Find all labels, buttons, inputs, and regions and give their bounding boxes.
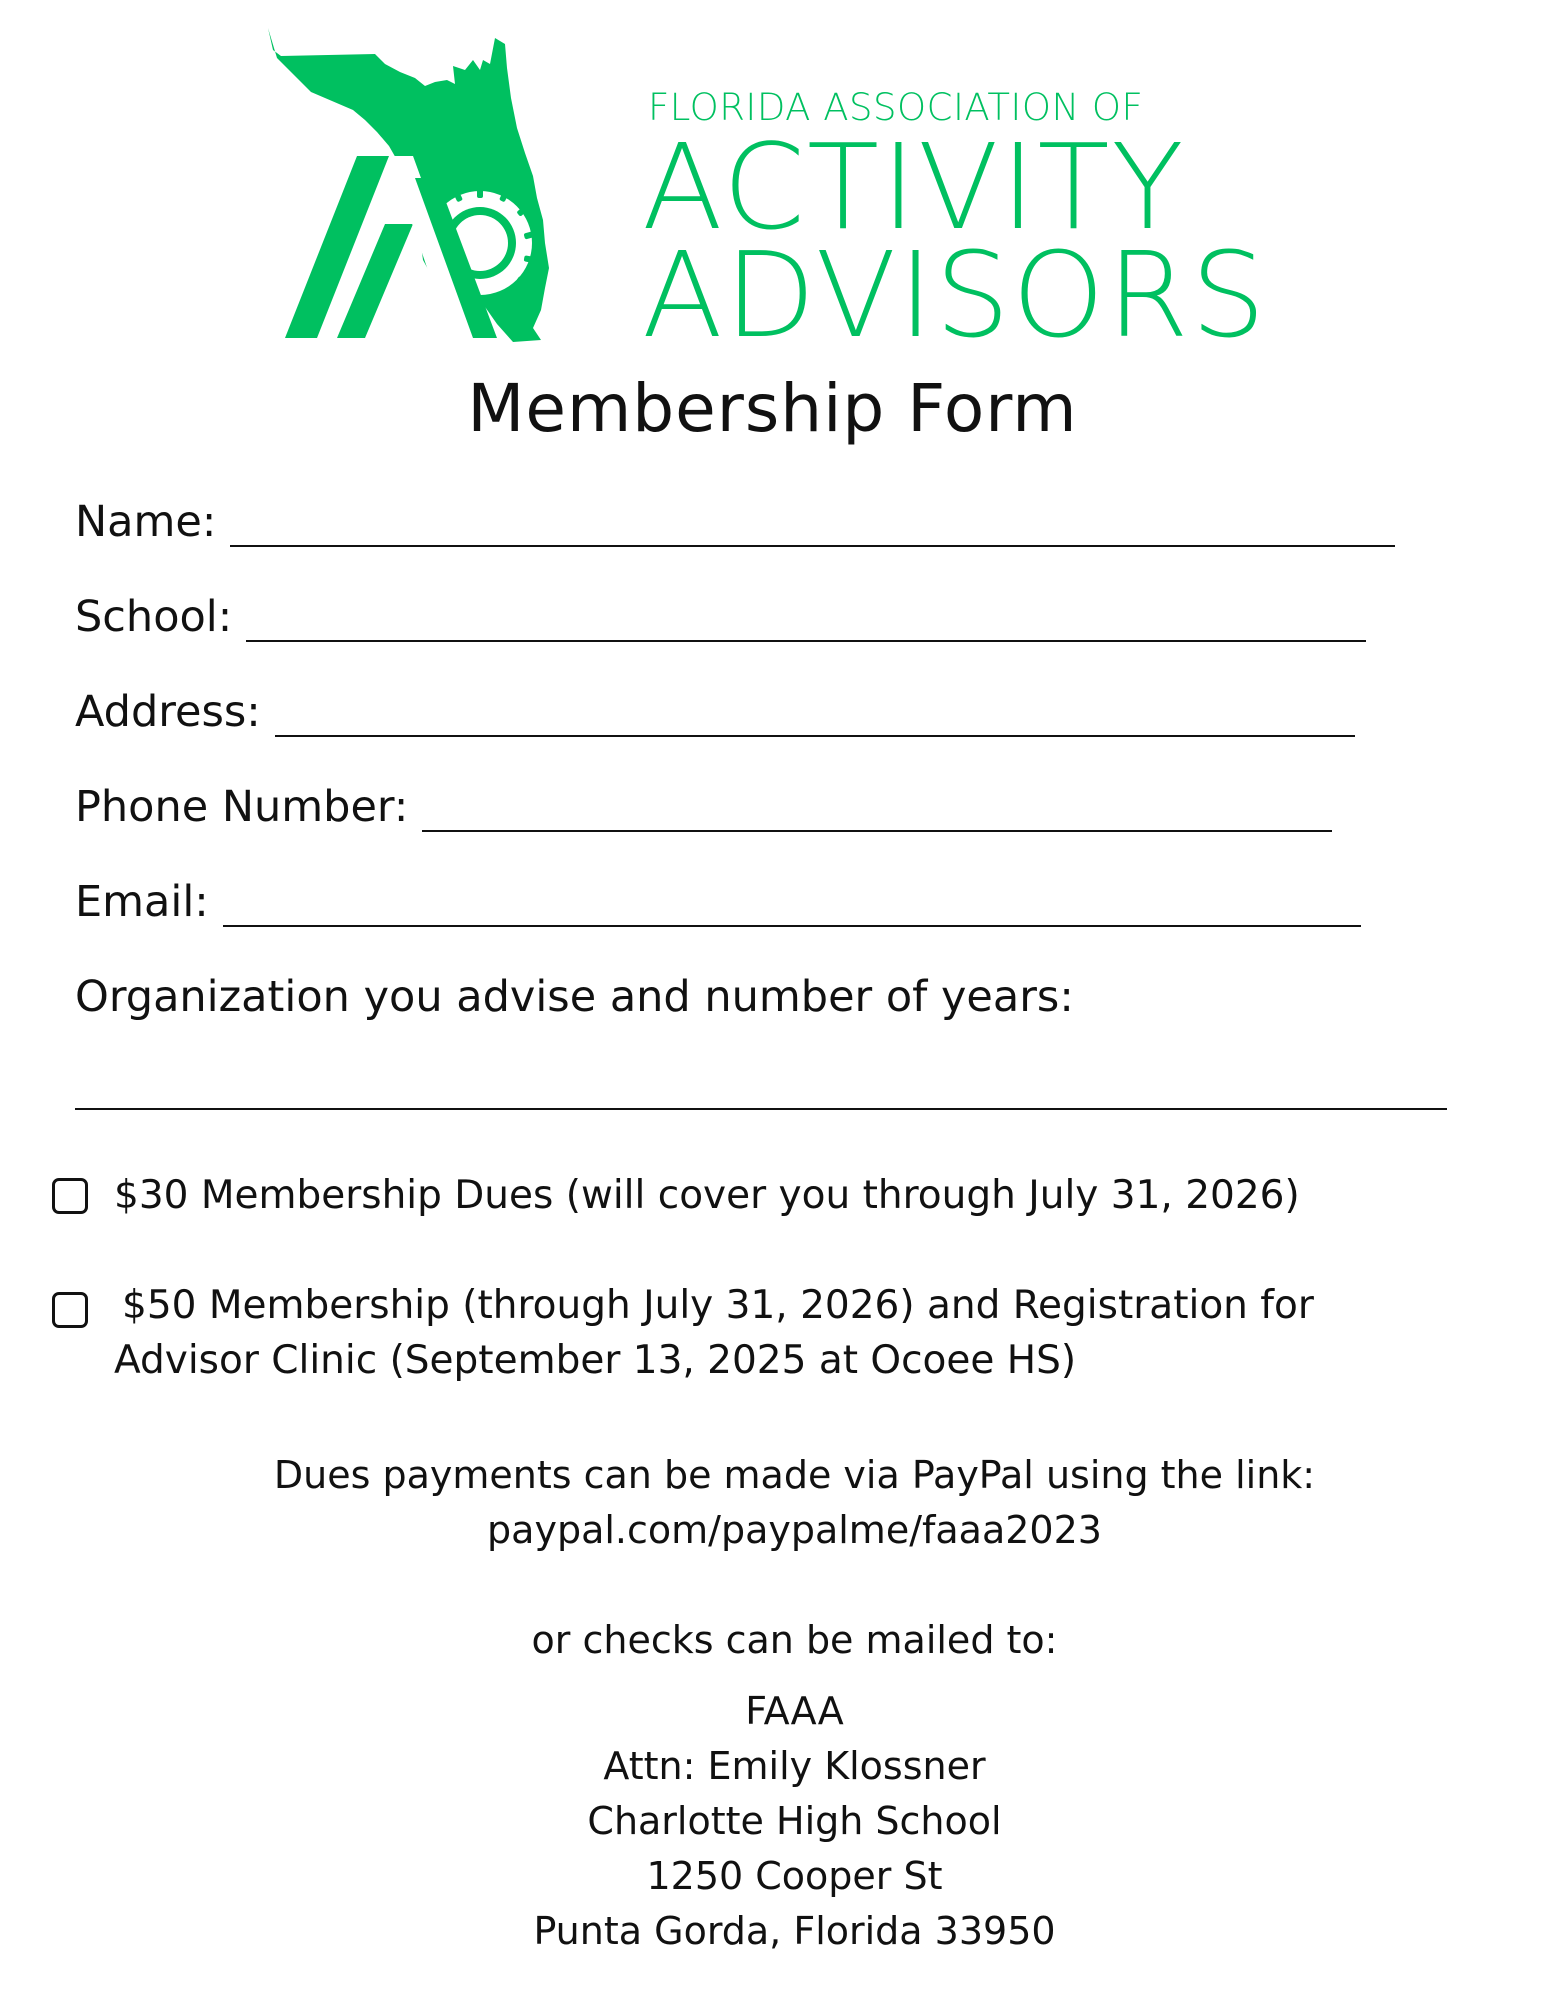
mail-instructions: or checks can be mailed to: bbox=[531, 1618, 1058, 1662]
option-30-label: $30 Membership Dues (will cover you through July 31, 2026) bbox=[114, 1173, 1300, 1218]
phone-field-row bbox=[75, 782, 1332, 832]
address-attn: Attn: Emily Klossner bbox=[603, 1744, 986, 1788]
paypal-link[interactable]: paypal.com/paypalme/faaa2023 bbox=[487, 1508, 1102, 1552]
logo-text-advisors: ADVISORS bbox=[642, 226, 1268, 364]
org-field[interactable] bbox=[75, 1108, 1447, 1110]
option-30-checkbox[interactable] bbox=[52, 1178, 88, 1214]
address-label: Address: bbox=[75, 687, 261, 737]
name-label: Name: bbox=[75, 497, 217, 547]
address-school: Charlotte High School bbox=[587, 1799, 1002, 1843]
school-field[interactable] bbox=[246, 602, 1366, 642]
school-field-row bbox=[75, 592, 1366, 642]
email-label: Email: bbox=[75, 877, 209, 927]
phone-label: Phone Number: bbox=[75, 782, 409, 832]
org-prompt bbox=[75, 972, 1074, 1022]
org-label: Organization you advise and number of years: bbox=[75, 972, 1074, 1022]
address-city: Punta Gorda, Florida 33950 bbox=[533, 1909, 1056, 1953]
page-title: Membership Form bbox=[467, 370, 1078, 447]
payment-instructions: Dues payments can be made via PayPal using the link: bbox=[273, 1453, 1316, 1497]
address-field[interactable] bbox=[275, 697, 1355, 737]
option-50-checkbox[interactable] bbox=[52, 1292, 88, 1328]
logo-text-association: FLORIDA ASSOCIATION OF bbox=[648, 86, 1144, 129]
option-30-dues bbox=[52, 1168, 1472, 1228]
address-street: 1250 Cooper St bbox=[646, 1854, 943, 1898]
option-50-membership-clinic bbox=[52, 1278, 1472, 1398]
phone-field[interactable] bbox=[422, 792, 1332, 832]
logo-text-activity: ACTIVITY bbox=[642, 118, 1186, 256]
address-org: FAAA bbox=[745, 1689, 844, 1733]
name-field[interactable] bbox=[230, 507, 1395, 547]
email-field[interactable] bbox=[223, 887, 1361, 927]
name-field-row bbox=[75, 497, 1395, 547]
faaa-logo-icon bbox=[265, 28, 630, 348]
option-50-label-line2: Advisor Clinic (September 13, 2025 at Ocoee HS) bbox=[114, 1338, 1077, 1383]
school-label: School: bbox=[75, 592, 233, 642]
option-50-label-line1: $50 Membership (through July 31, 2026) and Registration for bbox=[122, 1283, 1314, 1328]
address-field-row bbox=[75, 687, 1355, 737]
email-field-row bbox=[75, 877, 1361, 927]
